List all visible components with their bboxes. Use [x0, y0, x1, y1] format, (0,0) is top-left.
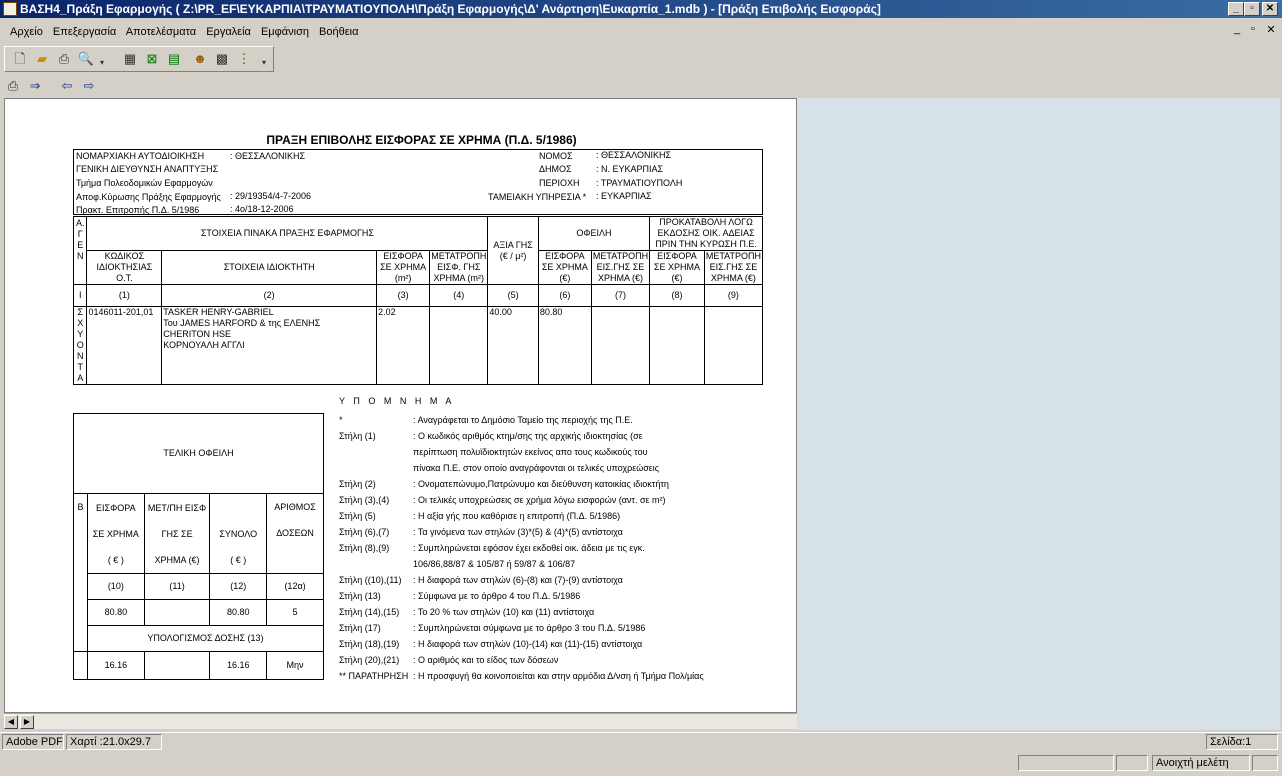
grid-edit-icon[interactable]: ▤ [167, 51, 181, 66]
legend-key: Στήλη (3),(4) [339, 495, 390, 505]
previous-page-icon[interactable]: ⇦ [61, 78, 73, 93]
legend-row [339, 412, 633, 428]
title-bar [0, 0, 1282, 18]
legend-key: Στήλη (8),(9) [339, 543, 390, 553]
header-value: : ΤΡΑΥΜΑΤΙΟΥΠΟΛΗ [596, 178, 683, 188]
report-title: ΠΡΑΞΗ ΕΠΙΒΟΛΗΣ ΕΙΣΦΟΡΑΣ ΣΕ ΧΡΗΜΑ (Π.Δ. 5/1986) [266, 133, 577, 147]
col-num: (3) [377, 285, 430, 307]
legend-key: ** ΠΑΡΑΤΗΡΗΣΗ [339, 671, 409, 681]
header-label: ΝΟΜΟΣ [539, 151, 573, 161]
status-printer: Adobe PDF [2, 734, 64, 750]
status-panel-empty [1252, 755, 1278, 771]
status-mode: Ανοιχτή μελέτη [1152, 755, 1250, 771]
legend-row [339, 636, 643, 652]
legend-value: : Η διαφορά των στηλών (10)-(14) και (11)-(15) αντίστοιχα [413, 639, 643, 649]
header-label: Αποφ.Κύρωσης Πράξης Εφαρμογής [76, 192, 221, 202]
status-paper: Χαρτί :21.0x29.7 [66, 734, 162, 750]
cell-conversion-m2 [430, 307, 488, 385]
menu-edit[interactable]: Επεξεργασία [52, 26, 117, 38]
col-num: (9) [704, 285, 762, 307]
legend-key: Στήλη (18),(19) [339, 639, 400, 649]
cell-contribution-m2: 2.02 [377, 307, 430, 385]
legend-value: : Ο κωδικός αριθμός κτημ/σης της αρχικής ιδιοκτησίας (σε [413, 431, 643, 441]
legend-value: περίπτωση πολυϊδιοκτητών εκείνος απο τους κωδικούς του [413, 447, 648, 457]
menu-bar [0, 22, 1282, 42]
legend-value: : Η προσφυγή θα κοινοποιείται και στην αρμόδια Δ/νση ή Τμήμα Πολ/μίας [413, 671, 704, 681]
header-label: ΤΑΜΕΙΑΚΗ ΥΠΗΡΕΣΙΑ * [488, 192, 587, 202]
col-header-land-value: ΑΞΙΑ ΓΗΣ (€ / μ²) [488, 217, 538, 285]
legend-key: Στήλη (1) [339, 431, 376, 441]
final-debt-title: ΤΕΛΙΚΗ ΟΦΕΙΛΗ [74, 414, 324, 494]
legend-value: : Οι τελικές υποχρεώσεις σε χρήμα λόγω εισφορών (αντ. σε m²) [413, 495, 666, 505]
header-label: Πρακτ. Επιτροπής Π.Δ. 5/1986 [76, 205, 200, 215]
legend-key: Στήλη (13) [339, 591, 381, 601]
col-header-owner: ΣΤΟΙΧΕΙΑ ΙΔΙΟΚΤΗΤΗ [162, 251, 377, 285]
header-label: ΝΟΜΑΡΧΙΑΚΗ ΑΥΤΟΔΙΟΙΚΗΣΗ [76, 151, 205, 161]
legend-row [339, 540, 645, 556]
legend-row [339, 620, 646, 636]
final-value-contribution: 80.80 [87, 600, 144, 626]
legend-row [339, 508, 621, 524]
app-status-bar [0, 754, 1282, 774]
standard-toolbar [4, 46, 274, 72]
final-col-contribution: ΕΙΣΦΟΡΑ ΣΕ ΧΡΗΜΑ ( € ) [87, 494, 144, 574]
final-num: (12α) [267, 574, 324, 600]
final-value-conversion [144, 600, 210, 626]
app-icon [3, 2, 17, 16]
mdi-minimize-button[interactable]: _ [1233, 23, 1241, 35]
installment-value-3: 16.16 [210, 652, 267, 680]
col-num: (4) [430, 285, 488, 307]
menu-help[interactable]: Βοήθεια [319, 26, 359, 38]
legend-value: 106/86,88/87 & 105/87 ή 59/87 & 106/87 [413, 559, 576, 569]
horizontal-scrollbar[interactable] [4, 713, 797, 729]
table-row [74, 307, 763, 385]
legend-value: : Σύμφωνα με το άρθρο 4 του Π.Δ. 5/1986 [413, 591, 581, 601]
legend-row [339, 556, 576, 572]
final-num: (10) [87, 574, 144, 600]
col-num: (7) [591, 285, 649, 307]
col-header-contribution-m2: ΕΙΣΦΟΡΑ ΣΕ ΧΡΗΜΑ (m²) [377, 251, 430, 285]
report-print-icon[interactable]: ⎙ [7, 78, 19, 93]
col-num: (8) [650, 285, 705, 307]
col-num: (1) [87, 285, 162, 307]
legend-value: : Ο αριθμός και το είδος των δόσεων [413, 655, 559, 665]
menu-file[interactable]: Αρχείο [10, 26, 43, 38]
legend-key: Στήλη ((10),(11) [339, 575, 402, 585]
header-value: : 4ο/18-12-2006 [230, 204, 294, 214]
user-icon[interactable]: ☻ [193, 51, 207, 66]
final-value-installments: 5 [267, 600, 324, 626]
next-page-icon[interactable]: ⇨ [83, 78, 95, 93]
new-file-icon[interactable]: 🗋 [14, 51, 26, 66]
final-col-total: ΣΥΝΟΛΟ ( € ) [210, 494, 267, 574]
legend-value: : Αναγράφεται το Δημόσιο Ταμείο της περιοχής της Π.Ε. [413, 415, 633, 425]
installment-calc-title: ΥΠΟΛΟΓΙΣΜΟΣ ΔΟΣΗΣ (13) [87, 626, 323, 652]
header-value: : ΘΕΣΣΑΛΟΝΙΚΗΣ [596, 150, 672, 160]
legend-key: Στήλη (14),(15) [339, 607, 400, 617]
toolbar-dropdown-icon[interactable]: ▾ [99, 58, 104, 67]
col-header-prepay-contribution: ΕΙΣΦΟΡΑ ΣΕ ΧΡΗΜΑ (€) [650, 251, 705, 285]
legend-row [339, 572, 623, 588]
close-button[interactable]: ✕ [1262, 2, 1278, 16]
table-icon[interactable]: ▦ [123, 51, 137, 66]
section-a-label: Α. Γ Ε Ν [74, 217, 87, 285]
legend-row [339, 476, 669, 492]
status-panel-empty [1018, 755, 1114, 771]
legend-value: : Η διαφορά των στηλών (6)-(8) και (7)-(9) αντίστοιχα [413, 575, 623, 585]
cell-prepay-conversion [704, 307, 762, 385]
legend-key: Στήλη (5) [339, 511, 376, 521]
mdi-close-button[interactable]: ✕ [1266, 24, 1276, 36]
legend-value: : Η αξία γής που καθόρισε η επιτροπή (Π.Δ. 5/1986) [413, 511, 621, 521]
scroll-right-icon[interactable]: ▶ [20, 715, 34, 729]
legend-value: πίνακα Π.Ε. στον οποίο αναγράφονται οι τελικές υποχρεώσεις [413, 463, 660, 473]
grid-select-icon[interactable]: ⊠ [146, 51, 158, 66]
col-header-contribution-eur: ΕΙΣΦΟΡΑ ΣΕ ΧΡΗΜΑ (€) [538, 251, 591, 285]
col-num: (2) [162, 285, 377, 307]
legend-value: : Τα γινόμενα των στηλών (3)*(5) & (4)*(5) αντίστοιχα [413, 527, 623, 537]
main-table [73, 216, 763, 385]
section-a-num: Ι [74, 285, 87, 307]
legend-value: : Το 20 % των στηλών (10) και (11) αντίστοιχα [413, 607, 595, 617]
legend-row [339, 604, 595, 620]
legend-key: * [339, 415, 343, 425]
print-preview-icon[interactable]: 🔍 [77, 51, 95, 66]
menu-results[interactable]: Αποτελέσματα [125, 26, 197, 38]
cell-prepay-contribution [650, 307, 705, 385]
legend-key: Στήλη (20),(21) [339, 655, 400, 665]
legend-row [339, 460, 660, 476]
final-num: (11) [144, 574, 210, 600]
col-num: (6) [538, 285, 591, 307]
legend [339, 396, 704, 684]
final-value-total: 80.80 [210, 600, 267, 626]
report-header [73, 149, 763, 215]
group-header-plan: ΣΤΟΙΧΕΙΑ ΠΙΝΑΚΑ ΠΡΑΞΗΣ ΕΦΑΡΜΟΓΗΣ [87, 217, 488, 251]
menu-tools[interactable]: Εργαλεία [206, 26, 251, 38]
toolbar-dropdown-icon-2[interactable]: ▾ [261, 58, 266, 67]
legend-key: Στήλη (6),(7) [339, 527, 390, 537]
report-page [4, 98, 797, 713]
legend-value: : Ονοματεπώνυμο,Πατρώνυμο και διεύθυνση κατοικίας ιδιοκτήτη [413, 479, 669, 489]
print-icon[interactable]: ⎙ [58, 51, 70, 66]
scroll-left-icon[interactable]: ◀ [4, 715, 18, 729]
final-debt-table [73, 413, 324, 680]
export-arrow-icon[interactable]: ⇒ [29, 78, 41, 93]
header-label: Τμήμα Πολεοδομικών Εφαρμογών [76, 178, 213, 188]
col-header-conversion-eur: ΜΕΤΑΤΡΟΠΗ ΕΙΣ.ΓΗΣ ΣΕ ΧΡΗΜΑ (€) [592, 251, 649, 283]
group-header-prepayment: ΠΡΟΚΑΤΑΒΟΛΗ ΛΟΓΩ ΕΚΔΟΣΗΣ ΟΙΚ. ΑΔΕΙΑΣ ΠΡΙΝ ΤΗΝ ΚΥΡΩΣΗ Π.Ε. [650, 217, 763, 251]
open-folder-icon[interactable]: ▰ [37, 51, 47, 66]
section-b-mark: Β [74, 494, 88, 652]
status-panel-empty [1116, 755, 1148, 771]
installment-b-cell [74, 652, 88, 680]
header-label: ΓΕΝΙΚΗ ΔΙΕΥΘΥΝΣΗ ΑΝΑΠΤΥΞΗΣ [76, 164, 219, 174]
col-header-prepay-conversion: ΜΕΤΑΤΡΟΠΗ ΕΙΣ.ΓΗΣ ΣΕ ΧΡΗΜΑ (€) [705, 251, 761, 283]
legend-row [339, 444, 648, 460]
legend-row [339, 652, 559, 668]
legend-value: : Συμπληρώνεται σύμφωνα με το άρθρο 3 του Π.Δ. 5/1986 [413, 623, 646, 633]
report-toolbar [0, 76, 1282, 96]
restore-button[interactable]: ▫ [1244, 2, 1260, 16]
cell-land-value: 40.00 [488, 307, 538, 385]
cell-contribution-eur: 80.80 [538, 307, 591, 385]
window-title: ΒΑΣΗ4_Πράξη Εφαρμογής ( Z:\PR_EF\ΕΥΚΑΡΠΙΑ\ΤΡΑΥΜΑΤΙΟΥΠΟΛΗ\Πράξη Εφαρμογής\Δ' Ανάρτηση\Ευκαρπία_1.mdb ) - [Πράξη Επιβολής Εισφοράς] [20, 2, 881, 16]
header-label: ΔΗΜΟΣ [539, 164, 572, 174]
status-page: Σελίδα:1 [1206, 734, 1278, 750]
col-num: (5) [488, 285, 538, 307]
empty-pane [797, 98, 1280, 730]
cell-conversion-eur [591, 307, 649, 385]
header-value: : ΕΥΚΑΡΠΙΑΣ [596, 191, 652, 201]
pattern-icon[interactable]: ▩ [215, 51, 229, 66]
header-label: ΠΕΡΙΟΧΗ [539, 178, 580, 188]
mdi-restore-button[interactable]: ▫ [1251, 23, 1255, 35]
legend-row [339, 492, 666, 508]
tree-icon[interactable]: ⋮ [237, 51, 251, 66]
header-value: : ΘΕΣΣΑΛΟΝΙΚΗΣ [230, 151, 306, 161]
legend-value: : Συμπληρώνεται εφόσον έχει εκδοθεί οικ. άδεια με τις εγκ. [413, 543, 645, 553]
status-bar [0, 732, 1282, 750]
section-b-label: Σ Χ Υ Ο Ν Τ Α [74, 307, 87, 385]
menu-view[interactable]: Εμφάνιση [260, 26, 309, 38]
cell-property-code: 0146011-201,01 [87, 307, 162, 385]
legend-row [339, 668, 704, 684]
col-header-code: ΚΩΔΙΚΟΣ ΙΔΙΟΚΤΗΣΙΑΣ Ο.Τ. [87, 251, 162, 285]
group-header-debt: ΟΦΕΙΛΗ [538, 217, 649, 251]
final-col-conversion: ΜΕΤ/ΠΗ ΕΙΣΦ ΓΗΣ ΣΕ ΧΡΗΜΑ (€) [144, 494, 210, 574]
final-col-installments: ΑΡΙΘΜΟΣ ΔΟΣΕΩΝ [267, 494, 324, 574]
cell-owner: TASKER HENRY-GABRIEL Του JAMES HARFORD & της ΕΛΕΝΗΣ CHERITON HSE ΚΟΡΝΟΥΑΛΗ ΑΓΓΛΙ [162, 307, 377, 385]
header-value: : Ν. ΕΥΚΑΡΠΙΑΣ [596, 164, 664, 174]
legend-row [339, 588, 581, 604]
legend-row [339, 524, 623, 540]
installment-value-1: 16.16 [87, 652, 144, 680]
installment-type: Μην [267, 652, 324, 680]
col-header-conversion-m2: ΜΕΤΑΤΡΟΠΗ ΕΙΣΦ. ΓΗΣ ΧΡΗΜΑ (m²) [431, 251, 487, 283]
final-num: (12) [210, 574, 267, 600]
legend-title: Υ Π Ο Μ Ν Η Μ Α [339, 396, 455, 406]
minimize-button[interactable]: _ [1228, 2, 1244, 16]
legend-row [339, 428, 643, 444]
installment-value-2 [144, 652, 210, 680]
legend-key: Στήλη (17) [339, 623, 381, 633]
header-value: : 29/19354/4-7-2006 [230, 191, 312, 201]
legend-key: Στήλη (2) [339, 479, 376, 489]
